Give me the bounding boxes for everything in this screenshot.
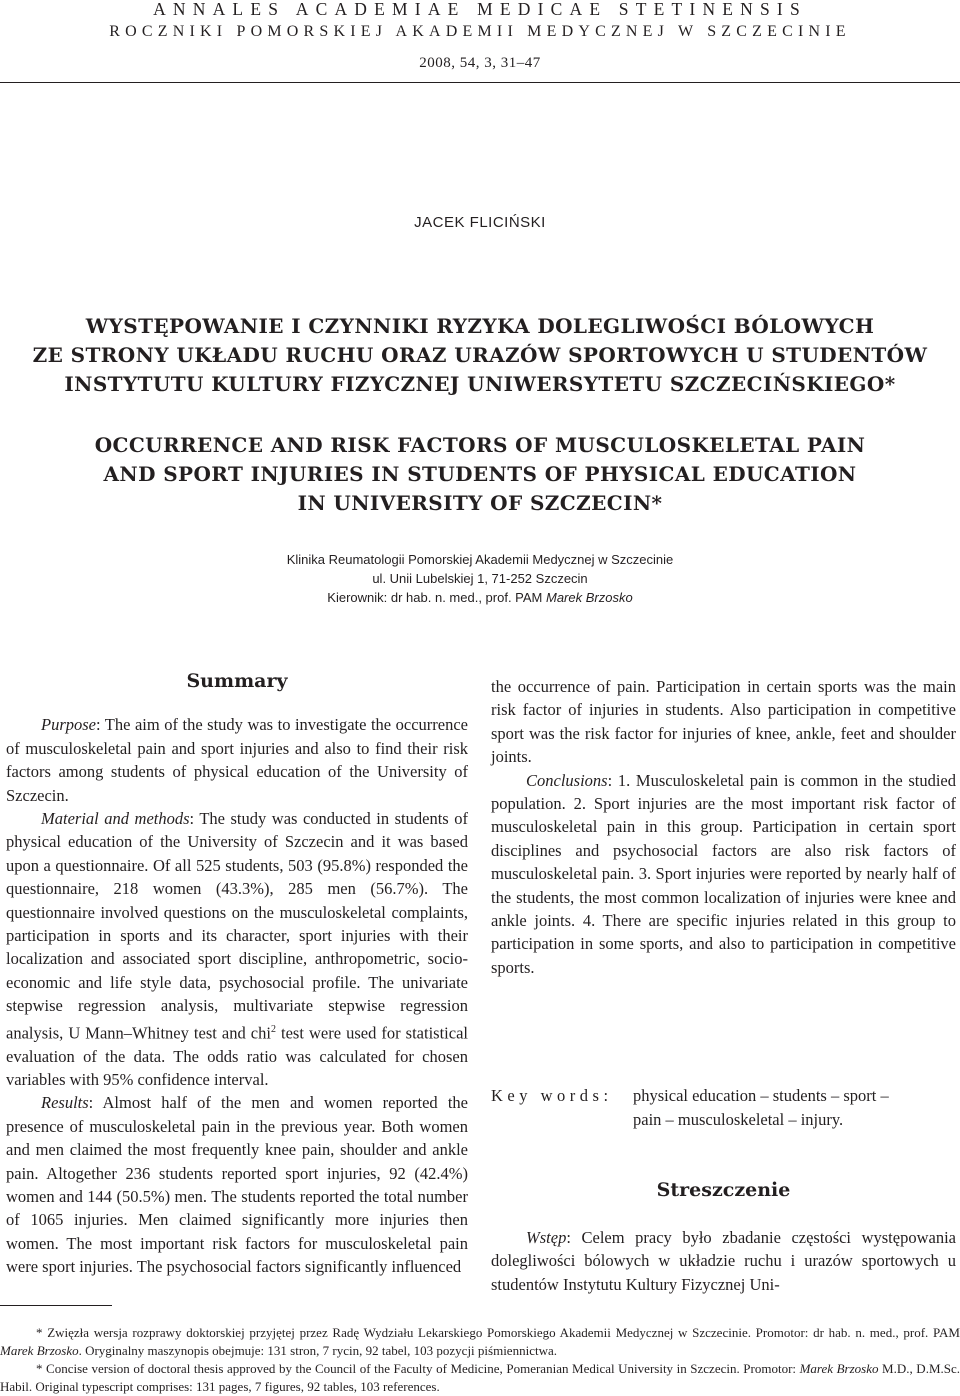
purpose-text: : The aim of the study was to investigate the occurrence of musculoskeletal pain and sport injuries and also to find their risk factors among students of physical education of the University of Szczecin.: [6, 715, 468, 805]
author-name: JACEK FLICIŃSKI: [414, 214, 546, 231]
footnote-rule: [0, 1305, 112, 1306]
footnote-pl-name: Marek Brzosko: [0, 1343, 79, 1358]
purpose-label: Purpose: [41, 715, 96, 735]
keywords-text: [633, 1084, 956, 1132]
journal-polish-name: ROCZNIKI POMORSKIEJ AKADEMII MEDYCZNEJ W SZCZECINIE: [109, 23, 851, 40]
summary-column-left: [6, 670, 468, 1279]
conclusions-text: : 1. Musculoskeletal pain is common in the studied population. 2. Sport injuries are the most important risk factor of musculoskeletal pain in this group. Participation in certain sport disciplines and psychosocial factors are also risk factors of musculoskeletal pain. 3. Sport injuries were reported by nearly half of the students, the most common localization of injuries were knee and ankle joints. 4. There are specific injuries related in this group to participation in some sports, and also to participation in competitive sports.: [491, 770, 956, 977]
summary-conclusions: [491, 769, 956, 980]
results-text: : Almost half of the men and women reported the presence of musculoskeletal pain in the previous year. Both women and men claimed the most frequently knee pain, shoulder and ankle pain. Altogether 236 students reported sport injuries, 92 (42.4%) women and 144 (50.5%) men. The students reported the total number of 1065 injuries. Men claimed significantly more injuries then women. The most important risk factors for musculoskeletal pain were sport injuries. The psychosocial factors significantly influenced: [6, 1093, 468, 1277]
footnotes: [0, 1324, 960, 1396]
summary-methods: [6, 807, 468, 1091]
summary-purpose: [6, 713, 468, 807]
footnote-pl-prefix: * Zwięzła wersja rozprawy doktorskiej przyjętej przez Radę Wydziału Lekarskiego Pomorskiego Akademii Medycznej w Szczecinie. Promotor: dr hab. n. med., prof. PAM: [36, 1325, 960, 1340]
affiliation: [0, 550, 960, 607]
header-rule: [0, 82, 960, 83]
footnote-en-prefix: * Concise version of doctoral thesis approved by the Council of the Faculty of Medicine, Pomeranian Medical University in Szczecin. Promotor:: [36, 1361, 800, 1376]
streszczenie-heading: Streszczenie: [656, 1179, 791, 1201]
methods-text-2: test were used for statistical evaluation of the data. The odds ratio was calculated for chosen variables with 95% confidence interval.: [6, 1023, 468, 1089]
methods-superscript: 2: [270, 1023, 276, 1035]
footnote-en-suffix: M.D., D.M.Sc. Habil. Original typescript comprises: 131 pages, 7 figures, 92 tables, 103 references.: [0, 1361, 960, 1394]
title-polish: WYSTĘPOWANIE I CZYNNIKI RYZYKA DOLEGLIWOŚCI BÓLOWYCH ZE STRONY UKŁADU RUCHU ORAZ URAZÓW SPORTOWYCH U STUDENTÓW INSTYTUTU KULTURY FIZYCZNEJ UNIWERSYTETU SZCZECIŃSKIEGO*: [32, 314, 928, 396]
wstep-text: : Celem pracy było zbadanie częstości występowania dolegliwości bólowych w układzie ruchu i urazów sportowych u studentów Instytutu Kultury Fizycznej Uni-: [491, 1228, 956, 1294]
methods-text: : The study was conducted in students of physical education of the University of Szczecin and it was based upon a questionnaire. Of all 525 students, 503 (95.8%) responded the questionnaire, 218 women (43.3%), 285 men (56.7%). The questionnaire involved questions on the musculoskeletal complaints, participation in sports and its character, sport injuries with their localization and associated sport discipline, anthropometric, socio-economic and life style data, psychosocial profile. The univariate stepwise regression analysis, multivariate stepwise regression analysis, U Mann–Whitney test and chi: [6, 809, 468, 1043]
streszczenie-wstep: [491, 1226, 956, 1296]
footnote-polish: [0, 1324, 960, 1360]
streszczenie-text-block: [491, 1226, 956, 1296]
keywords-label: Key words:: [491, 1086, 613, 1105]
footnote-en-name: Marek Brzosko: [799, 1361, 879, 1376]
affiliation-line-1: Klinika Reumatologii Pomorskiej Akademii Medycznej w Szczecinie: [286, 552, 674, 567]
affiliation-line-2: ul. Unii Lubelskiej 1, 71-252 Szczecin: [372, 571, 588, 586]
journal-latin-name: ANNALES ACADEMIAE MEDICAE STETINENSIS: [153, 0, 807, 19]
title-english: OCCURRENCE AND RISK FACTORS OF MUSCULOSKELETAL PAIN AND SPORT INJURIES IN STUDENTS OF PHYSICAL EDUCATION IN UNIVERSITY OF SZCZECIN*: [94, 433, 866, 515]
footnote-pl-suffix: . Oryginalny maszynopis obejmuje: 131 stron, 7 rycin, 92 tabel, 103 pozycji piśmiennictwa.: [78, 1343, 557, 1358]
affiliation-head-name: Marek Brzosko: [545, 590, 633, 605]
affiliation-head-title: Kierownik: dr hab. n. med., prof. PAM: [327, 590, 546, 605]
wstep-label: Wstęp: [526, 1228, 567, 1247]
keywords: [491, 1084, 956, 1132]
keywords-line-2: pain – musculoskeletal – injury.: [633, 1110, 844, 1129]
summary-column-right-top: [491, 675, 956, 979]
footnote-english: [0, 1360, 960, 1396]
methods-label: Material and methods: [41, 809, 190, 829]
keywords-line-1: physical education – students – sport –: [633, 1086, 889, 1105]
summary-results: [6, 1091, 468, 1278]
conclusions-label: Conclusions: [526, 770, 608, 790]
affiliation-line-3: [0, 588, 960, 607]
issue-info: 2008, 54, 3, 31–47: [419, 55, 541, 71]
results-label: Results: [41, 1093, 89, 1113]
summary-heading: Summary: [186, 670, 288, 692]
summary-results-continued: the occurrence of pain. Participation in certain sports was the main risk factor of injuries in students. Also participation in competitive sport was the risk factor for injuries of knee, ankle, feet and shoulder joints.: [491, 677, 956, 767]
